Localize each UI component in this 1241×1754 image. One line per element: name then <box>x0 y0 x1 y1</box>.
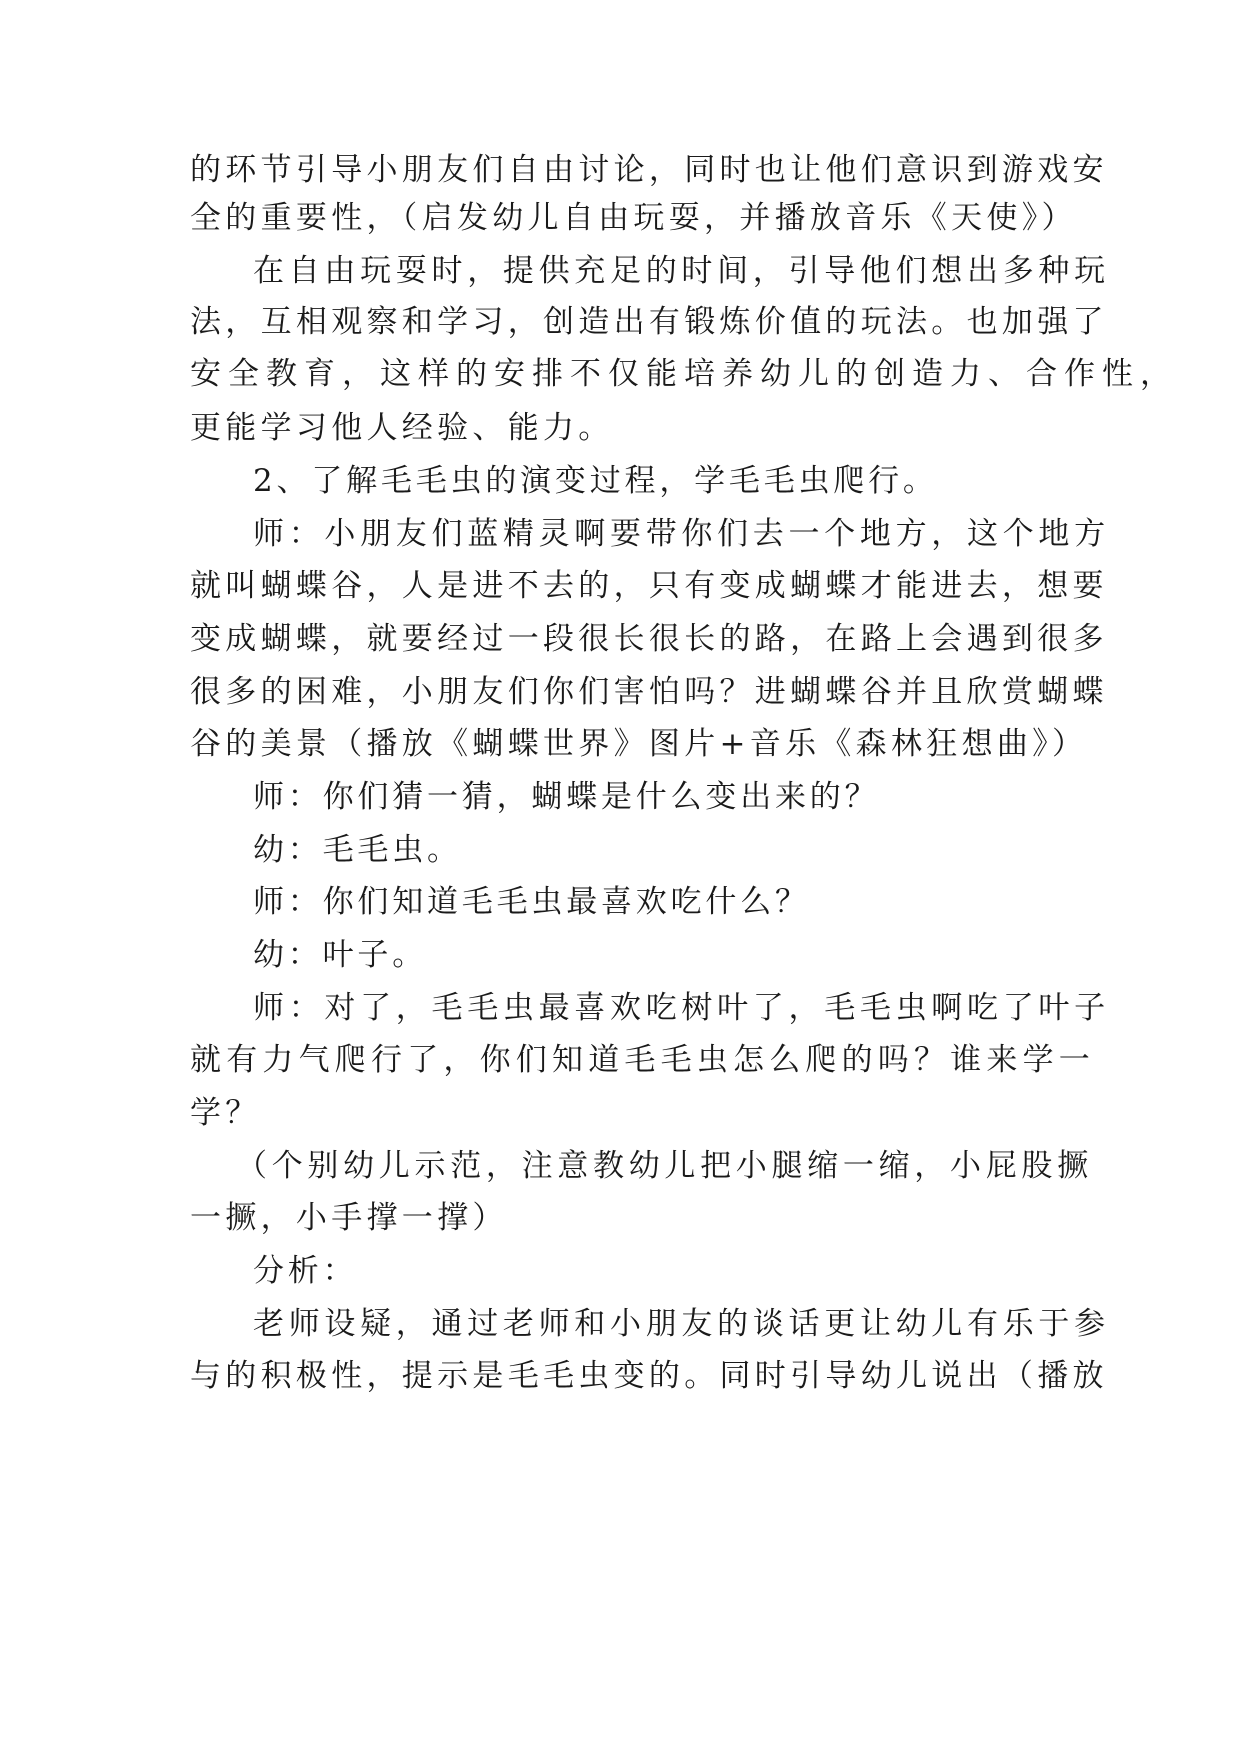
text-line: 全的重要性，（启发幼儿自由玩耍，并播放音乐《天使》） <box>190 200 1077 236</box>
text-line: 谷的美景（播放《蝴蝶世界》图片+音乐《森林狂想曲》） <box>190 726 1088 762</box>
text-line: 幼：毛毛虫。 <box>253 832 462 868</box>
text-line: 师：小朋友们蓝精灵啊要带你们去一个地方，这个地方 <box>253 516 1110 552</box>
text-line: 就叫蝴蝶谷，人是进不去的，只有变成蝴蝶才能进去，想要 <box>190 568 1108 604</box>
text-line: 一撅，小手撑一撑） <box>190 1200 508 1236</box>
text-line: 学？ <box>190 1095 261 1131</box>
text-line: 很多的困难，小朋友们你们害怕吗？进蝴蝶谷并且欣赏蝴蝶 <box>190 674 1108 710</box>
text-line: 师：你们知道毛毛虫最喜欢吃什么？ <box>253 884 810 920</box>
text-line: 老师设疑，通过老师和小朋友的谈话更让幼儿有乐于参 <box>253 1306 1110 1342</box>
text-line: 就有力气爬行了，你们知道毛毛虫怎么爬的吗？谁来学一 <box>190 1042 1095 1078</box>
text-line: 分析： <box>253 1253 358 1289</box>
text-line: 安全教育，这样的安排不仅能培养幼儿的创造力、合作性， <box>190 356 1178 392</box>
text-line: 幼：叶子。 <box>253 937 427 973</box>
text-line: 法，互相观察和学习，创造出有锻炼价值的玩法。也加强了 <box>190 304 1108 340</box>
text-line: 与的积极性，提示是毛毛虫变的。同时引导幼儿说出（播放 <box>190 1358 1108 1394</box>
text-line: 的环节引导小朋友们自由讨论，同时也让他们意识到游戏安 <box>190 152 1108 188</box>
text-line: 2、了解毛毛虫的演变过程，学毛毛虫爬行。 <box>253 463 938 499</box>
text-line: 师：对了，毛毛虫最喜欢吃树叶了，毛毛虫啊吃了叶子 <box>253 990 1110 1026</box>
text-line: 在自由玩耍时，提供充足的时间，引导他们想出多种玩 <box>253 253 1110 289</box>
text-line: （个别幼儿示范，注意教幼儿把小腿缩一缩，小屁股撅 <box>236 1148 1093 1184</box>
text-line: 变成蝴蝶，就要经过一段很长很长的路，在路上会遇到很多 <box>190 621 1108 657</box>
text-line: 师：你们猜一猜，蝴蝶是什么变出来的？ <box>253 779 880 815</box>
text-line: 更能学习他人经验、能力。 <box>190 410 614 446</box>
